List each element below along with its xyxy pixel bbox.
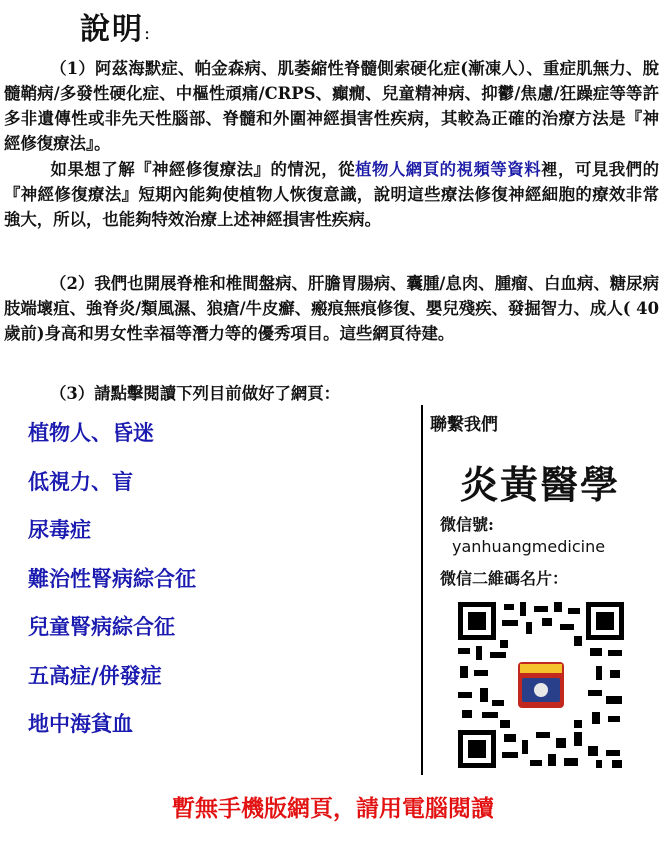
paragraph-click-prompt [4,381,659,406]
paragraph-2-after: 裡，可見我們的『神經修復療法』短期內能夠使植物人恢復意識，說明這些療法修復神經細胞的療效非常強大，所以，也能夠特效治療上述神經損害性疾病。 [4,160,660,229]
link-uremia[interactable]: 尿毒症 [28,517,91,542]
link-child-nephrotic[interactable]: 兒童腎病綜合征 [28,614,175,639]
qr-label: 微信二維碼名片： [440,569,569,588]
paragraph-neuro-repair [4,56,659,156]
paragraph-2-before: 如果想了解『神經修復療法』的情況，從 [50,160,356,179]
contact-panel [430,410,660,589]
vegetative-video-link[interactable]: 植物人網頁的視頻等資料 [355,160,542,179]
wechat-qr-code-icon [456,600,626,770]
paragraph-4-text: （3）請點擊閱讀下列目前做好了網頁： [50,384,341,403]
link-low-vision-blind[interactable]: 低視力、盲 [28,468,133,494]
link-thalassemia[interactable]: 地中海貧血 [28,711,133,736]
contact-heading: 聯繫我們 [430,415,498,435]
mobile-notice: 暫無手機版網頁，請用電腦閱讀 [172,795,494,822]
paragraph-3-text: （2）我們也開展脊椎和椎間盤病、肝膽胃腸病、囊腫/息肉、腫瘤、白血病、糖尿病肢端壞疽、強脊炎/類風濕、狼瘡/牛皮癬、瘢痕無痕修復、嬰兒殘疾、發掘智力、成人( 40 歲前)身高和男女性幸福等潛力等的優秀項目。這些網頁待建。 [4,274,659,343]
link-five-highs[interactable]: 五高症/併發症 [28,662,162,688]
page-links-list [28,416,408,756]
paragraph-vegetative [4,157,659,232]
title-text: 說明 [80,12,144,47]
title-colon: : [144,23,153,44]
divider [421,405,423,775]
paragraph-other-projects [4,271,659,346]
wechat-label: 微信號: [440,515,494,534]
paragraph-1-text: （1）阿茲海默症、帕金森病、肌萎縮性脊髓側索硬化症(漸凍人）、重症肌無力、脫髓鞘病/多發性硬化症、中樞性頑痛/CRPS、癲癇、兒童精神病、抑鬱/焦慮/狂躁症等等許多非遺傳性或非先天性腦部、脊髓和外圍神經損害性疾病，其較為正確的治療方法是『神經修復療法』。 [4,59,659,153]
link-vegetative-coma[interactable]: 植物人、昏迷 [28,420,154,445]
wechat-id: yanhuangmedicine [452,537,606,556]
link-refractory-nephrotic[interactable]: 難治性腎病綜合征 [28,565,196,591]
brand-name: 炎黃醫學 [460,463,621,507]
page-title [80,4,152,48]
